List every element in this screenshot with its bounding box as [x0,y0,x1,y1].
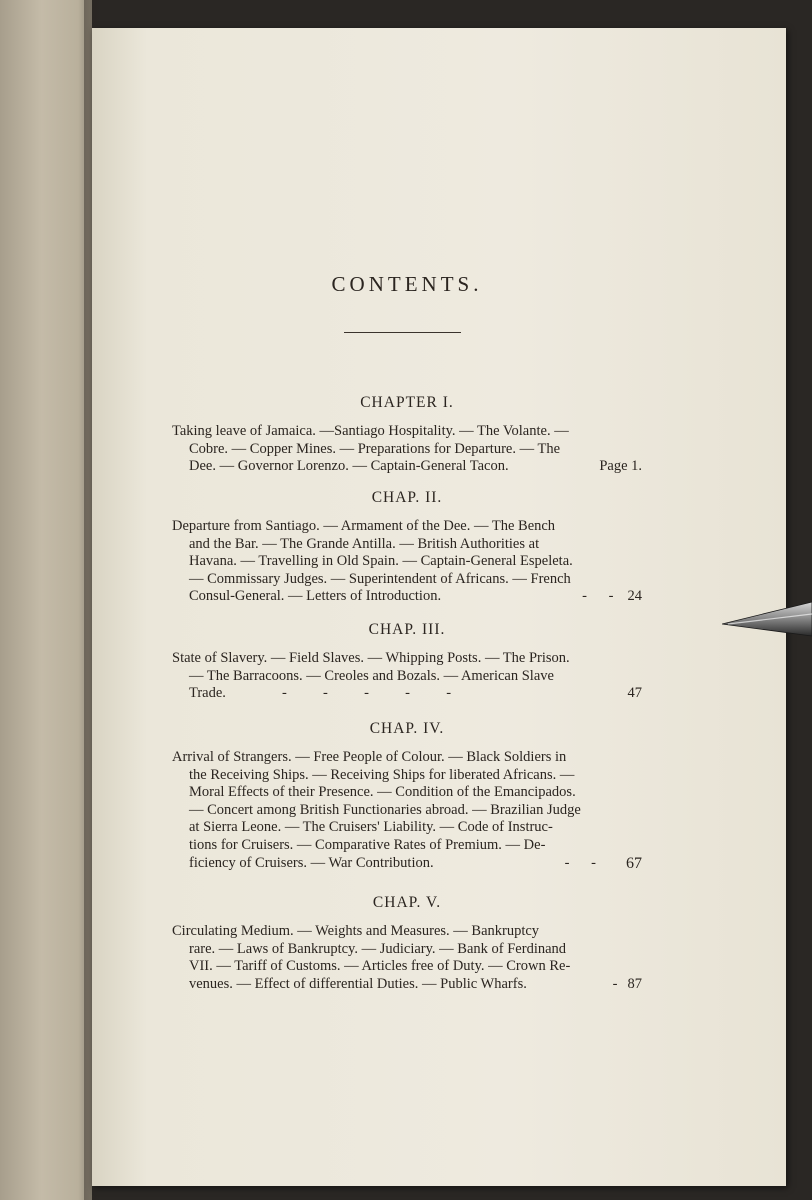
leader-dashes: - - [564,854,596,871]
summary-line-last [189,855,642,873]
page-title: CONTENTS. [331,272,483,296]
chapter-summary [172,518,642,606]
summary-line: the Receiving Ships. — Receiving Ships for liberated Africans. — [189,766,575,783]
chapter-1 [172,394,642,476]
summary-text: ficiency of Cruisers. — War Contribution. [189,854,434,871]
chapter-heading: CHAP. II. [371,489,443,506]
summary-line: rare. — Laws of Bankruptcy. — Judiciary. — Bank of Ferdinand [189,940,567,957]
summary-line: State of Slavery. — Field Slaves. — Whipping Posts. — The Prison. [172,650,570,666]
summary-line: VII. — Tariff of Customs. — Articles free of Duty. — Crown Re- [189,958,571,975]
summary-line: tions for Cruisers. — Comparative Rates of Premium. — De- [189,836,546,853]
page-number: 67 [626,854,642,872]
summary-line: and the Bar. — The Grande Antilla. — British Authorities at [189,535,540,552]
summary-line-last [189,685,642,703]
summary-line: Circulating Medium. — Weights and Measures. — Bankruptcy [172,923,540,939]
page-number: 47 [627,685,642,702]
leader-dashes: - - - - - [281,685,452,702]
page-number: 24 [627,588,642,605]
summary-line: at Sierra Leone. — The Cruisers' Liability. — Code of Instruc- [189,819,553,836]
facing-page-edge [0,0,92,1200]
chapter-5 [172,894,642,993]
chapter-summary [172,923,642,993]
chapter-heading: CHAP. V. [372,894,442,911]
leader-dashes: - - [582,588,614,605]
chapter-summary [172,650,642,703]
summary-text: Consul-General. — Letters of Introduction. [189,588,442,605]
chapter-4 [172,720,642,872]
summary-line: Taking leave of Jamaica. —Santiago Hospitality. — The Volante. — [172,423,569,439]
summary-line-last [189,458,642,476]
summary-line: Departure from Santiago. — Armament of the Dee. — The Bench [172,518,556,534]
summary-line-last [189,976,642,994]
summary-text: Dee. — Governor Lorenzo. — Captain-General Tacon. [189,458,509,475]
summary-line: Cobre. — Copper Mines. — Preparations for Departure. — The [189,440,561,457]
summary-line: Arrival of Strangers. — Free People of Colour. — Black Soldiers in [172,749,567,765]
summary-text: Trade. [189,685,226,702]
summary-text: venues. — Effect of differential Duties. — Public Wharfs. [189,975,527,992]
chapter-2 [172,489,642,606]
pen-pointer-icon [722,600,812,638]
summary-line-last [189,588,642,606]
page-number: 87 [627,975,642,992]
leader-dashes: - [612,975,618,992]
summary-line: Moral Effects of their Presence. — Condition of the Emancipados. [189,784,576,801]
chapter-summary [172,423,642,476]
page-number: Page 1. [599,458,642,475]
summary-line: — Concert among British Functionaries abroad. — Brazilian Judge [189,801,581,818]
chapter-heading: CHAP. III. [368,621,446,638]
summary-line: Havana. — Travelling in Old Spain. — Captain-General Espeleta. [189,553,573,570]
book-page [92,28,786,1186]
title-rule [344,332,461,333]
summary-line: — Commissary Judges. — Superintendent of Africans. — French [189,570,571,587]
chapter-summary [172,749,642,872]
summary-line: — The Barracoons. — Creoles and Bozals. — American Slave [189,667,554,684]
chapter-heading: CHAPTER I. [360,394,454,411]
chapter-heading: CHAP. IV. [369,720,445,737]
chapter-3 [172,621,642,703]
